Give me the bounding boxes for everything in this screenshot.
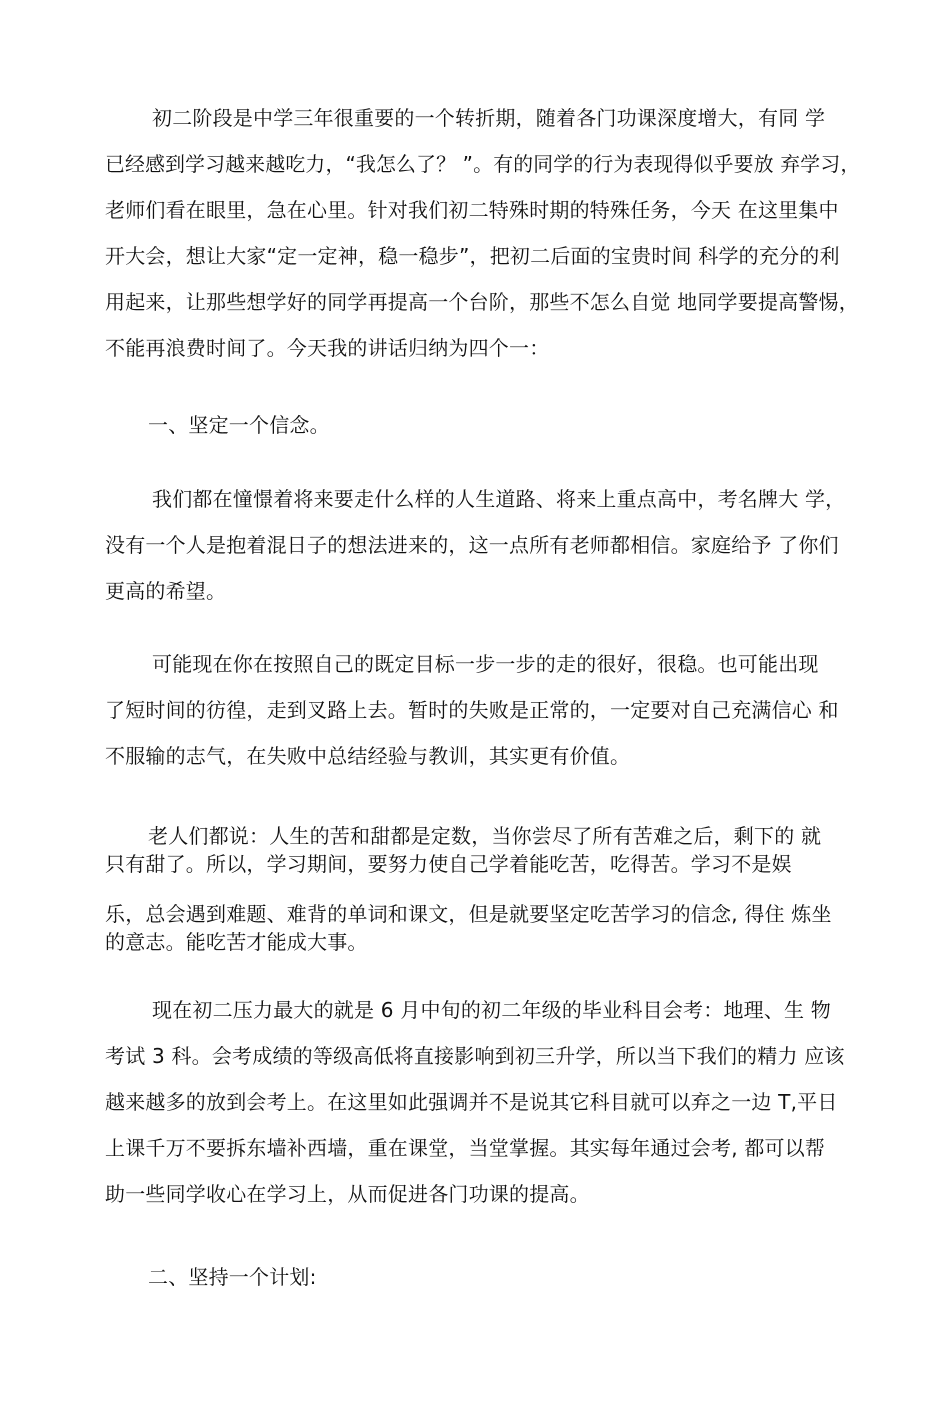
text-line: 不能再浪费时间了。今天我的讲话归纳为四个一： [105, 336, 550, 360]
text-line: 上课千万不要拆东墙补西墙，重在课堂，当堂掌握。其实每年通过会考, 都可以帮 [105, 1136, 826, 1160]
text-line: 助一些同学收心在学习上，从而促进各门功课的提高。 [105, 1182, 590, 1206]
text-line: 我们都在憧憬着将来要走什么样的人生道路、将来上重点高中，考名牌大 学， [152, 487, 846, 511]
section-heading-1: 一、坚定一个信念。 [148, 413, 330, 437]
text-line: 可能现在你在按照自己的既定目标一步一步的走的很好，很稳。也可能出现 [152, 652, 819, 676]
text-line: 已经感到学习越来越吃力，“我怎么了？ ”。有的同学的行为表现得似乎要放 弃学习， [105, 152, 861, 176]
text-line: 初二阶段是中学三年很重要的一个转折期，随着各门功课深度增大，有同 学 [152, 106, 826, 130]
text-line: 乐，总会遇到难题、难背的单词和课文，但是就要坚定吃苦学习的信念, 得住 炼坐 [105, 902, 832, 926]
section-heading-2: 二、坚持一个计划: [148, 1265, 317, 1289]
text-line: 不服输的志气，在失败中总结经验与教训，其实更有价值。 [105, 744, 631, 768]
text-line: 老师们看在眼里，急在心里。针对我们初二特殊时期的特殊任务，今天 在这里集中 [105, 198, 839, 222]
text-line: 开大会，想让大家“定一定神，稳一稳步”，把初二后面的宝贵时间 科学的充分的利 [105, 244, 840, 268]
text-line: 越来越多的放到会考上。在这里如此强调并不是说其它科目就可以弃之一边 T,平日 [105, 1090, 838, 1114]
text-line: 现在初二压力最大的就是 6 月中旬的初二年级的毕业科目会考：地理、生 物 [152, 998, 831, 1022]
text-line: 了短时间的彷徨，走到叉路上去。暂时的失败是正常的，一定要对自己充满信心 和 [105, 698, 839, 722]
text-line: 只有甜了。所以，学习期间，要努力使自己学着能吃苦，吃得苦。学习不是娱 [105, 852, 792, 876]
text-line: 没有一个人是抱着混日子的想法进来的，这一点所有老师都相信。家庭给予 了你们 [105, 533, 839, 557]
text-line: 用起来，让那些想学好的同学再提高一个台阶，那些不怎么自觉 地同学要提高警惕， [105, 290, 859, 314]
text-line: 老人们都说：人生的苦和甜都是定数，当你尝尽了所有苦难之后，剩下的 就 [148, 824, 822, 848]
text-line: 的意志。能吃苦才能成大事。 [105, 930, 368, 954]
text-line: 考试 3 科。会考成绩的等级高低将直接影响到初三升学，所以当下我们的精力 应该 [105, 1044, 845, 1068]
text-line: 更高的希望。 [105, 579, 227, 603]
